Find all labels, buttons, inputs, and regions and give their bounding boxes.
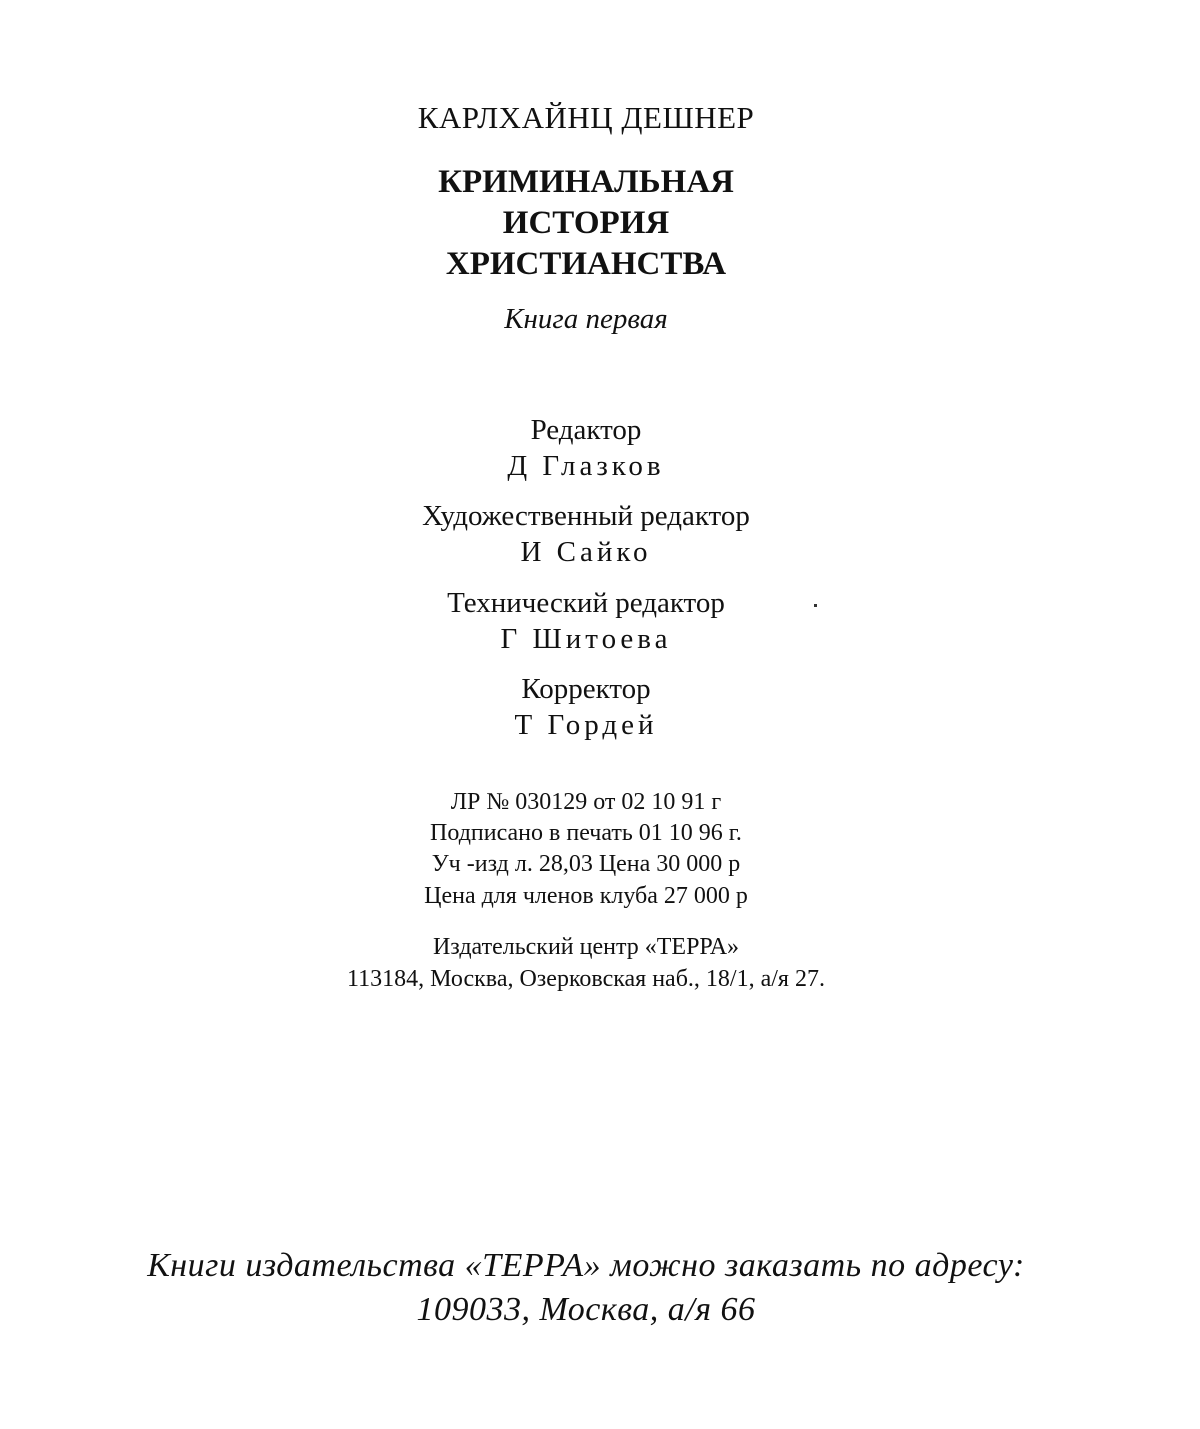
art-editor-name: И Сайко [520,536,652,568]
order-note-line-2: 109033, Москва, а/я 66 [416,1291,756,1328]
publisher-name: Издательский центр «ТЕРРА» [432,934,740,960]
technical-editor-role: Технический редактор [447,587,725,619]
club-price-line: Цена для членов клуба 27 000 р [424,883,748,909]
proofreader-role: Корректор [521,673,651,705]
editor-role: Редактор [530,414,642,446]
book-title-line-3: ХРИСТИАНСТВА [445,246,727,282]
editor-name: Д Глазков [507,450,665,482]
book-title-line-2: ИСТОРИЯ [502,205,670,241]
technical-editor-name: Г Шитоева [500,623,672,655]
price-line: Уч -изд л. 28,03 Цена 30 000 р [431,851,741,877]
proofreader-name: Т Гордей [514,709,658,741]
print-speck [814,604,817,607]
author-name: КАРЛХАЙНЦ ДЕШНЕР [417,100,755,135]
art-editor-role: Художественный редактор [422,500,750,532]
book-title-line-1: КРИМИНАЛЬНАЯ [438,164,734,200]
license-line: ЛР № 030129 от 02 10 91 г [450,789,722,815]
book-subtitle: Книга первая [504,303,668,335]
signed-to-print-line: Подписано в печать 01 10 96 г. [430,820,742,846]
publisher-address: 113184, Москва, Озерковская наб., 18/1, а/я 27. [347,966,825,992]
order-note-line-1: Книги издательства «ТЕРРА» можно заказать по адресу: [147,1247,1025,1284]
